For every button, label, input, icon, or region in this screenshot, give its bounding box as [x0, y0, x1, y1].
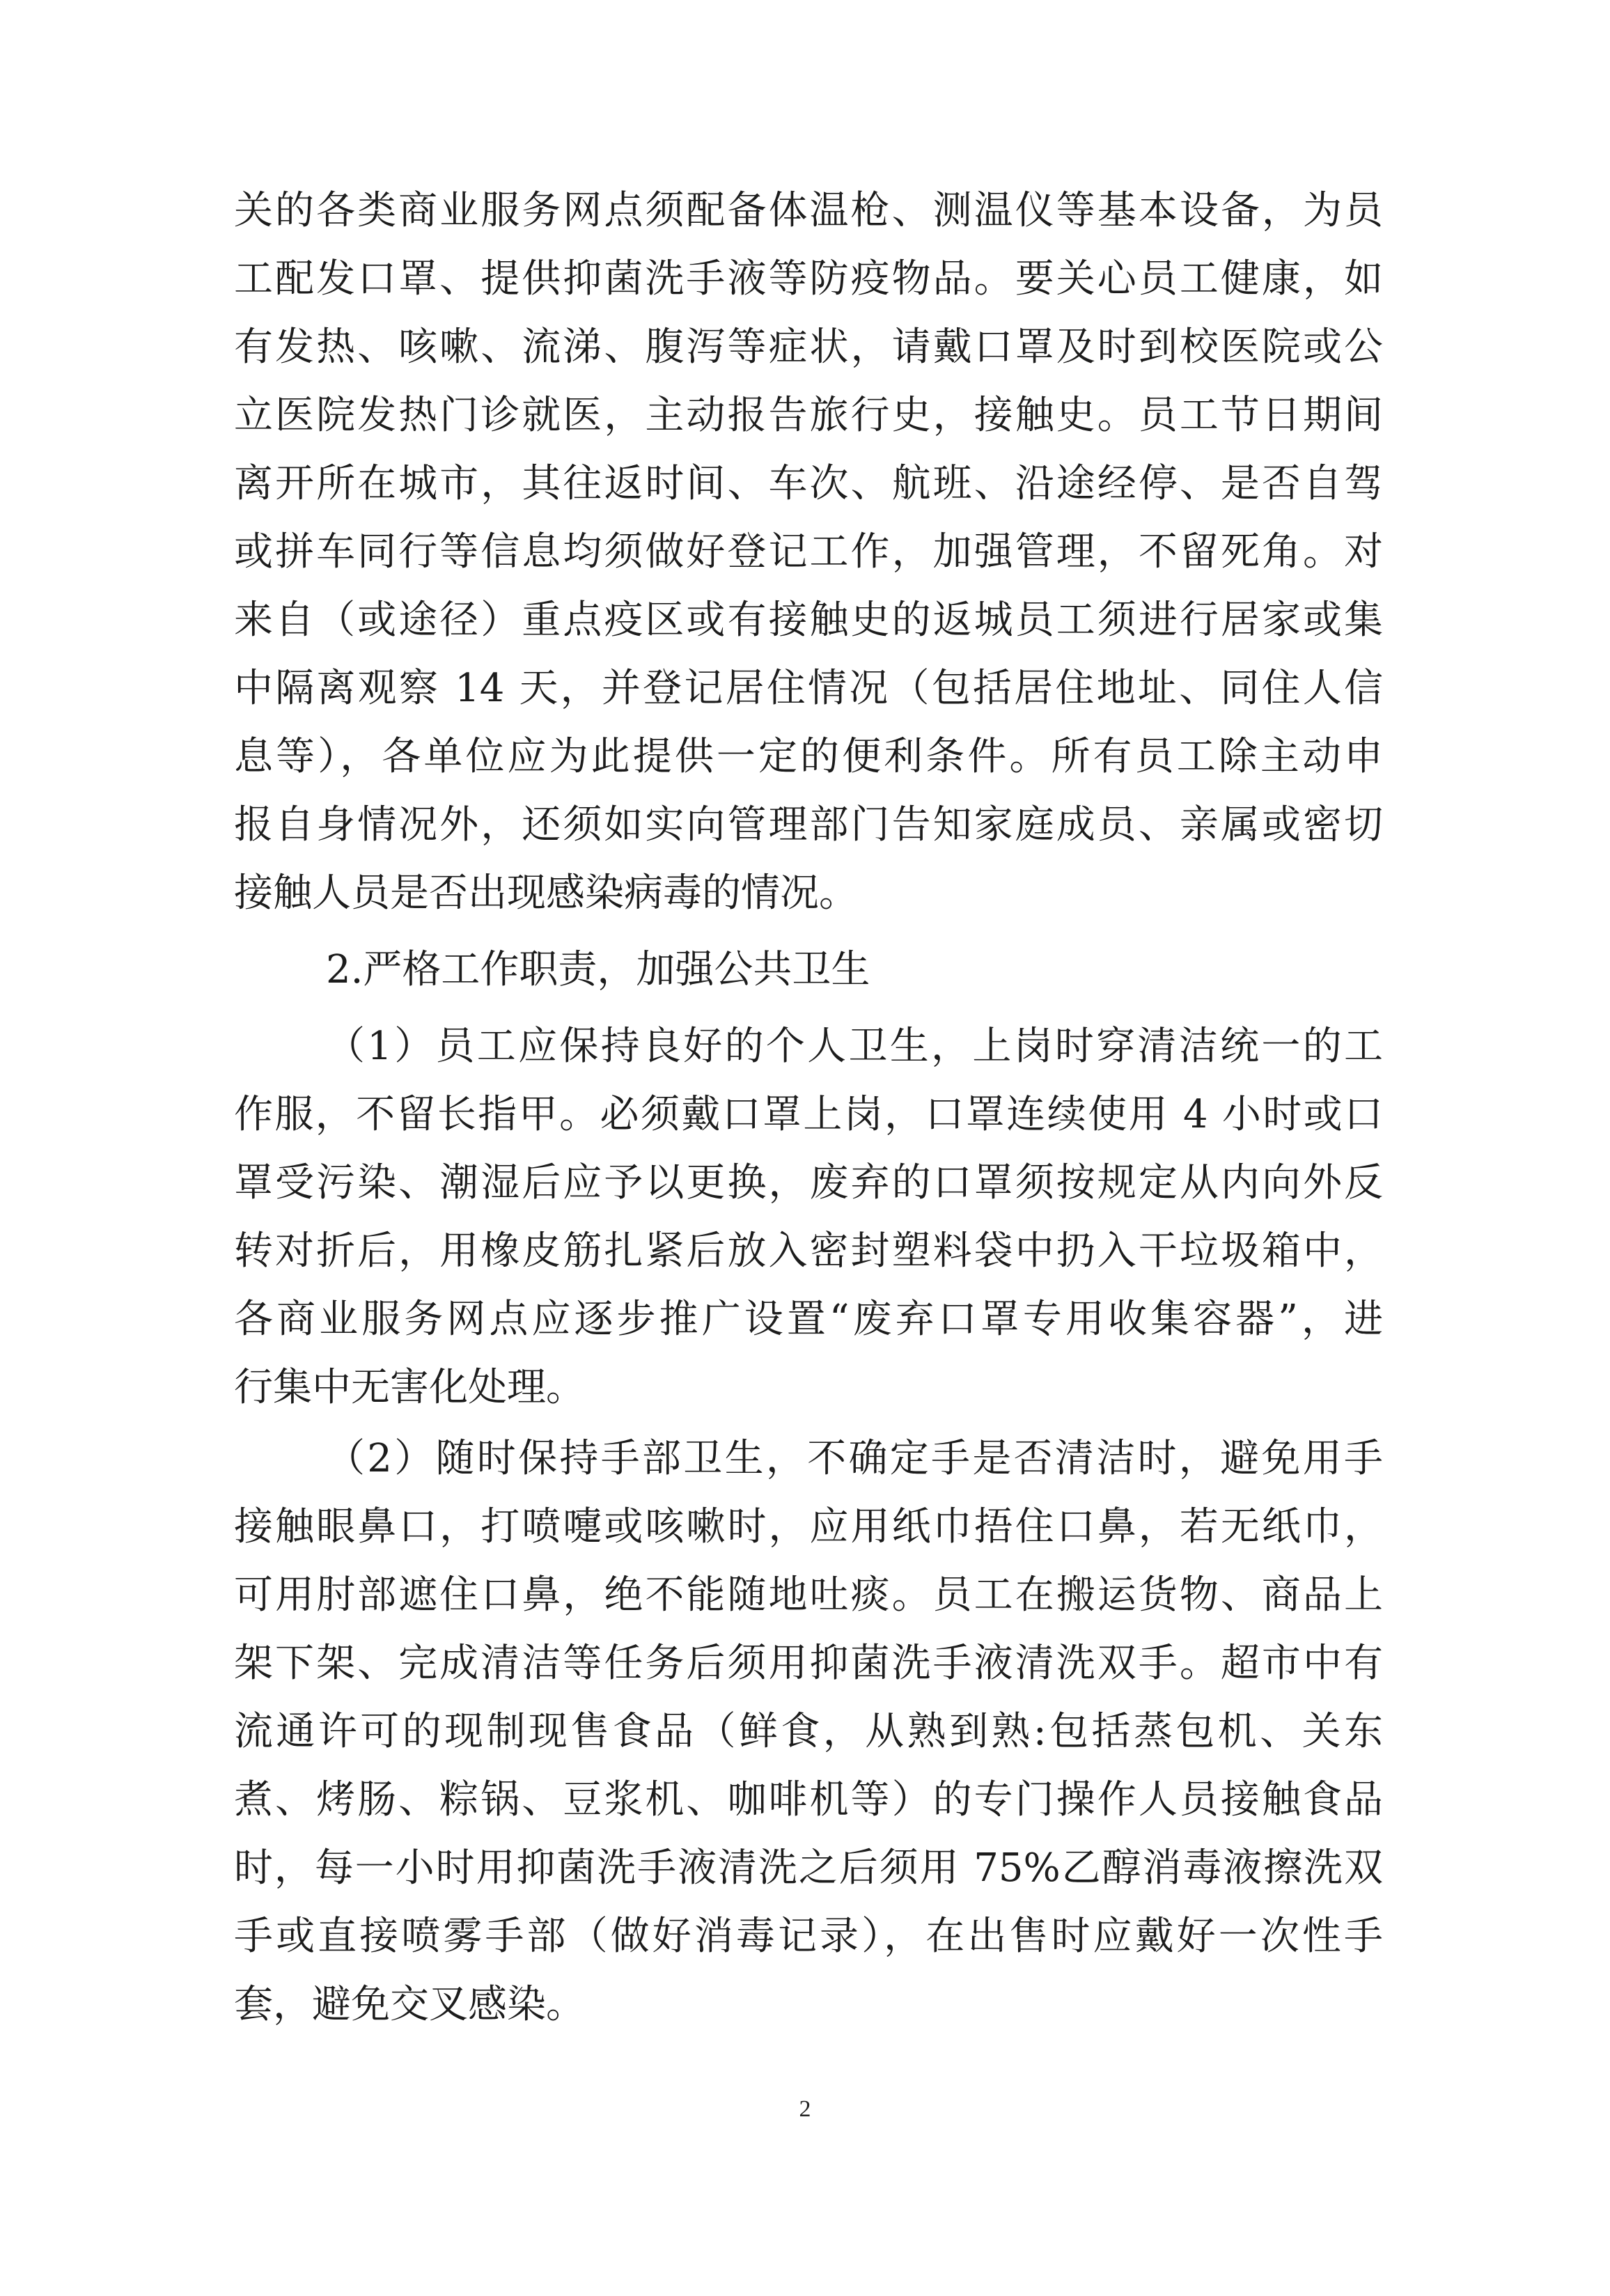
section-heading: 2.严格工作职责，加强公共卫生	[326, 947, 870, 992]
paragraph-line: 关的各类商业服务网点须配备体温枪、测温仪等基本设备，为员	[234, 188, 1383, 233]
paragraph-line: 来自（或途径）重点疫区或有接触史的返城员工须进行居家或集	[234, 598, 1383, 643]
paragraph-line: 接触人员是否出现感染病毒的情况。	[234, 870, 858, 916]
paragraph-line: 息等），各单位应为此提供一定的便利条件。所有员工除主动申	[234, 734, 1383, 779]
paragraph-line: 各商业服务网点应逐步推广设置“废弃口罩专用收集容器”，进	[234, 1297, 1383, 1342]
paragraph-line: 时，每一小时用抑菌洗手液清洗之后须用 75%乙醇消毒液擦洗双	[234, 1845, 1383, 1891]
paragraph-line: 手或直接喷雾手部（做好消毒记录），在出售时应戴好一次性手	[234, 1914, 1383, 1959]
paragraph-line: 报自身情况外，还须如实向管理部门告知家庭成员、亲属或密切	[234, 802, 1383, 848]
paragraph-line: （2）随时保持手部卫生，不确定手是否清洁时，避免用手	[326, 1436, 1383, 1481]
paragraph-line: 可用肘部遮住口鼻，绝不能随地吐痰。员工在搬运货物、商品上	[234, 1572, 1383, 1618]
paragraph-line: 离开所在城市，其往返时间、车次、航班、沿途经停、是否自驾	[234, 461, 1383, 506]
paragraph-line: 转对折后，用橡皮筋扎紧后放入密封塑料袋中扔入干垃圾箱中，	[234, 1228, 1383, 1274]
paragraph-line: 或拼车同行等信息均须做好登记工作，加强管理，不留死角。对	[234, 529, 1383, 575]
paragraph-line: 有发热、咳嗽、流涕、腹泻等症状，请戴口罩及时到校医院或公	[234, 325, 1383, 370]
paragraph-line: 作服，不留长指甲。必须戴口罩上岗，口罩连续使用 4 小时或口	[234, 1092, 1383, 1137]
paragraph-line: 煮、烤肠、粽锅、豆浆机、咖啡机等）的专门操作人员接触食品	[234, 1777, 1383, 1822]
paragraph-line: 行集中无害化处理。	[234, 1365, 585, 1410]
paragraph-line: 接触眼鼻口，打喷嚏或咳嗽时，应用纸巾捂住口鼻，若无纸巾，	[234, 1504, 1383, 1549]
paragraph-line: 架下架、完成清洁等任务后须用抑菌洗手液清洗双手。超市中有	[234, 1641, 1383, 1686]
paragraph-line: （1）员工应保持良好的个人卫生，上岗时穿清洁统一的工	[326, 1024, 1383, 1069]
paragraph-line: 套，避免交叉感染。	[234, 1982, 585, 2027]
paragraph-line: 工配发口罩、提供抑菌洗手液等防疫物品。要关心员工健康，如	[234, 256, 1383, 302]
paragraph-line: 中隔离观察 14 天，并登记居住情况（包括居住地址、同住人信	[234, 666, 1383, 711]
paragraph-line: 罩受污染、潮湿后应予以更换，废弃的口罩须按规定从内向外反	[234, 1160, 1383, 1205]
paragraph-line: 立医院发热门诊就医，主动报告旅行史，接触史。员工节日期间	[234, 393, 1383, 438]
page-number: 2	[799, 2096, 811, 2122]
paragraph-line: 流通许可的现制现售食品（鲜食，从熟到熟:包括蒸包机、关东	[234, 1709, 1383, 1754]
